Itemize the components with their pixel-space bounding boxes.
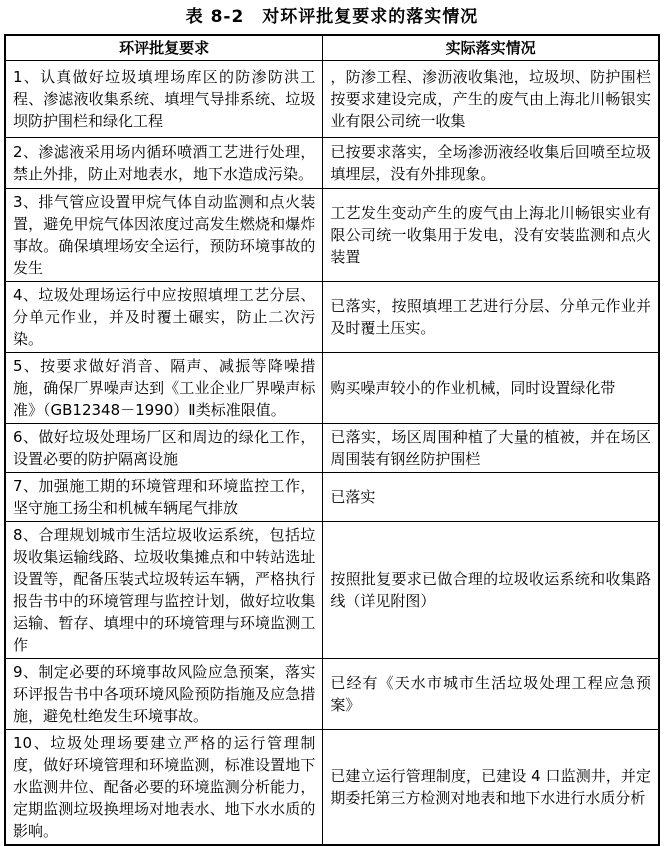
status-cell: 已经有《天水市城市生活垃圾处理工程应急预案》 [323, 659, 659, 730]
requirement-cell: 9、制定必要的环境事故风险应急预案，落实环评报告书中各项环境风险预防指施及应急措施，避免杜绝发生环境事故。 [5, 659, 323, 730]
table-row [5, 61, 659, 138]
table-row [5, 424, 659, 473]
requirement-cell: 8、合理规划城市生活垃圾收运系统，包括垃圾收集运输线路、垃圾收集摊点和中转站选址设置等，配备压装式垃圾转运车辆，严格执行报告书中的环境管理与监控计划，做好垃收集运输、暂存、填埋中的环境管理与环境监测工作 [5, 522, 323, 659]
status-cell: 按照批复要求已做合理的垃圾收运系统和收集路线（详见附图） [323, 522, 659, 659]
requirement-cell: 5、按要求做好消音、隔声、减振等降噪措施，确保厂界噪声达到《工业企业厂界噪声标准》（GB12348－1990）Ⅱ类标准限值。 [5, 353, 323, 424]
requirement-cell: 3、排气管应设置甲烷气体自动监测和点火装置，避免甲烷气体因浓度过高发生燃烧和爆炸事故。确保填埋场安全运行，预防环境事故的发生 [5, 189, 323, 282]
status-cell: 购买噪声较小的作业机械，同时设置绿化带 [323, 353, 659, 424]
table-row [5, 138, 659, 189]
requirement-cell: 2、渗滤液采用场内循环喷酒工艺进行处理，禁止外排，防止对地表水，地下水造成污染。 [5, 138, 323, 189]
status-cell: 已按要求落实，全场渗沥液经收集后回喷至垃圾填埋层，没有外排现象。 [323, 138, 659, 189]
table-row [5, 659, 659, 730]
requirement-cell: 7、加强施工期的环境管理和环境监控工作，坚守施工扬尘和机械车辆尾气排放 [5, 473, 323, 522]
status-cell: ，防渗工程、渗沥液收集池，垃圾坝、防护围栏按要求建设完成，产生的废气由上海北川畅银实业有限公司统一收集 [323, 61, 659, 138]
status-cell: 已落实 [323, 473, 659, 522]
header-status: 实际落实情况 [323, 35, 659, 61]
table-row [5, 282, 659, 353]
status-cell: 已落实，按照填埋工艺进行分层、分单元作业并及时覆土压实。 [323, 282, 659, 353]
status-cell: 已落实，场区周围种植了大量的植被，并在场区周围装有钢丝防护围栏 [323, 424, 659, 473]
table-row [5, 353, 659, 424]
table-row [5, 189, 659, 282]
status-cell: 已建立运行管理制度，已建设 4 口监测井，并定期委托第三方检测对地表和地下水进行水质分析 [323, 730, 659, 846]
status-cell: 工艺发生变动产生的废气由上海北川畅银实业有限公司统一收集用于发电，没有安装监测和点火装置 [323, 189, 659, 282]
eia-implementation-table [4, 34, 660, 846]
table-title: 表 8-2 对环评批复要求的落实情况 [185, 7, 479, 27]
table-row [5, 730, 659, 846]
requirement-cell: 10、垃圾处理场要建立严格的运行管理制度，做好环境管理和环境监测，标准设置地下水监测井位、配备必要的环境监测分析能力，定期监测垃圾换埋场对地表水、地下水水质的影响。 [5, 730, 323, 846]
header-requirement: 环评批复要求 [5, 35, 323, 61]
requirement-cell: 1、认真做好垃圾填埋场库区的防渗防洪工程、渗滤液收集系统、填埋气导排系统、垃圾坝防护围栏和绿化工程 [5, 61, 323, 138]
table-row [5, 522, 659, 659]
table-row [5, 473, 659, 522]
requirement-cell: 4、垃圾处理场运行中应按照填埋工艺分层、分单元作业，并及时覆土碾实，防止二次污染。 [5, 282, 323, 353]
header-row [5, 35, 659, 61]
requirement-cell: 6、做好垃圾处理场厂区和周边的绿化工作，设置必要的防护隔离设施 [5, 424, 323, 473]
